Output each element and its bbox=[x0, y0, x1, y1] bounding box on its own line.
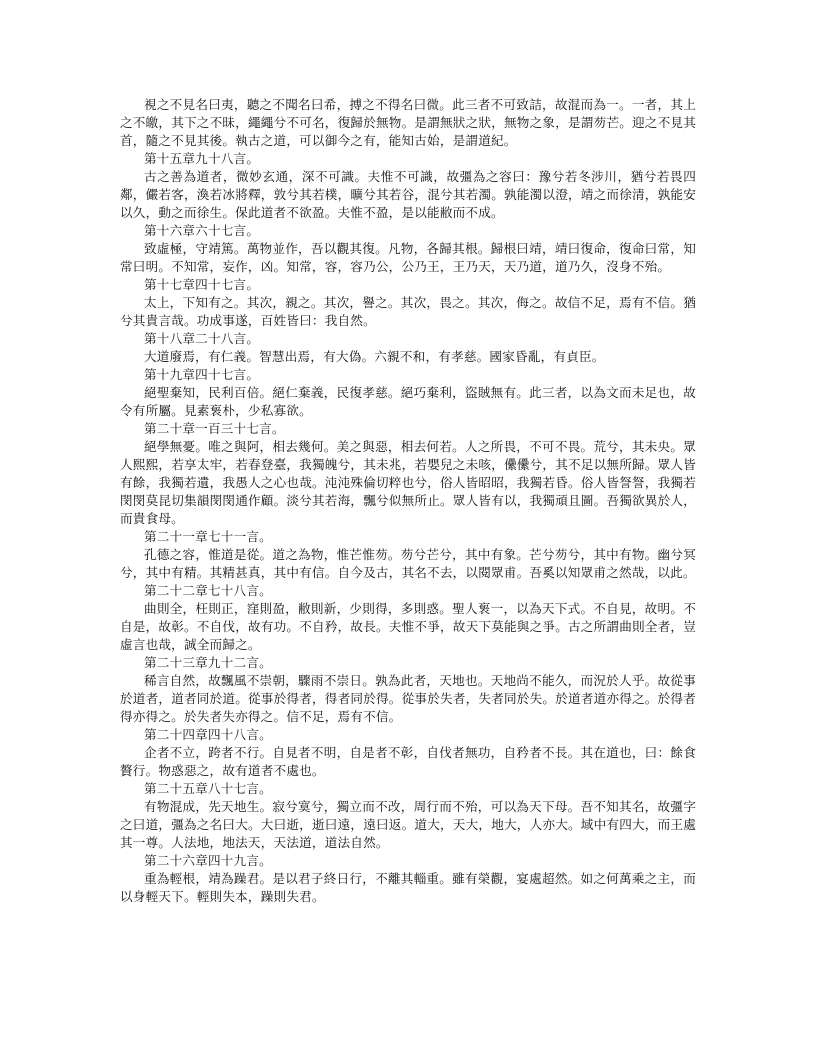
chapter-heading-20: 第二十章一百三十七言。 bbox=[144, 421, 285, 436]
paragraph-ch21-text: 孔德之容，惟道是從。道之為物，惟芒惟芴。芴兮芒兮，其中有象。芒兮芴兮，其中有物。幽兮冥兮，其中有精。其精甚真，其中有信。自今及古，其名不去，以閱眾甫。吾奚以知眾甫之然哉，以此。 bbox=[120, 547, 696, 580]
paragraph-ch23-text: 稀言自然，故飄風不崇朝，驟雨不崇日。孰為此者，天地也。天地尚不能久，而況於人乎。故從事於道者，道者同於道。從事於得者，得者同於得。從事於失者，失者同於失。於道者道亦得之。於得者得亦得之。於失者失亦得之。信不足，焉有不信。 bbox=[120, 673, 696, 724]
chapter-heading-19: 第十九章四十七言。 bbox=[144, 367, 260, 382]
paragraph-ch14-text: 視之不見名曰夷，聽之不聞名曰希，搏之不得名曰微。此三者不可致詰，故混而為一。一者，其上之不皦，其下之不昧，繩繩兮不可名，復歸於無物。是謂無狀之狀，無物之象，是謂芴芒。迎之不見其首，隨之不見其後。執古之道，可以御今之有，能知古始，是謂道紀。 bbox=[120, 97, 696, 148]
document-body bbox=[120, 96, 696, 906]
chapter-heading-26: 第二十六章四十九言。 bbox=[144, 853, 272, 868]
chapter-heading-18: 第十八章二十八言。 bbox=[144, 331, 260, 346]
paragraph-ch20-text: 絕學無憂。唯之與阿，相去幾何。美之與惡，相去何若。人之所畏，不可不畏。荒兮，其未央。眾人熙熙，若享太牢，若春登臺，我獨魄兮，其未兆，若嬰兒之未咳，儽儽兮，其不足以無所歸。眾人皆有餘，我獨若遺，我愚人之心也哉。沌沌殊倫切粹也兮，俗人皆昭昭，我獨若昏。俗人皆詧詧，我獨若閔閔莫昆切集韻閔閔通作顧。淡兮其若海，飄兮似無所止。眾人皆有以，我獨頑且圖。吾獨欲異於人，而貴食母。 bbox=[120, 439, 696, 526]
chapter-heading-25: 第二十五章八十七言。 bbox=[144, 781, 272, 796]
chapter-heading-15: 第十五章九十八言。 bbox=[144, 151, 260, 166]
paragraph-ch18-text: 大道廢焉，有仁義。智慧出焉，有大偽。六親不和，有孝慈。國家昏亂，有貞臣。 bbox=[144, 349, 605, 364]
chapter-heading-23: 第二十三章九十二言。 bbox=[144, 655, 272, 670]
paragraph-ch25-text: 有物混成，先天地生。寂兮寞兮，獨立而不改，周行而不殆，可以為天下母。吾不知其名，故彊字之曰道，彊為之名曰大。大曰逝，逝曰遠，遠曰返。道大，天大，地大，人亦大。域中有四大，而王處其一尊。人法地，地法天，天法道，道法自然。 bbox=[120, 799, 696, 850]
paragraph-ch26-text: 重為輕根，靖為躁君。是以君子終日行，不離其輜重。雖有榮觀，宴處超然。如之何萬乘之主，而以身輕天下。輕則失本，躁則失君。 bbox=[120, 871, 696, 904]
chapter-heading-22: 第二十二章七十八言。 bbox=[144, 583, 272, 598]
paragraph-ch16-text: 致虛極，守靖篤。萬物並作，吾以觀其復。凡物，各歸其根。歸根曰靖，靖曰復命，復命曰常，知常曰明。不知常，妄作，凶。知常，容，容乃公，公乃王，王乃天，天乃道，道乃久，沒身不殆。 bbox=[120, 241, 696, 274]
paragraph-ch19-text: 絕聖棄知，民利百倍。絕仁棄義，民復孝慈。絕巧棄利，盜賊無有。此三者，以為文而未足也，故令有所屬。見素袌朴，少私寡欲。 bbox=[120, 385, 696, 418]
chapter-heading-17: 第十七章四十七言。 bbox=[144, 277, 260, 292]
chapter-heading-24: 第二十四章四十八言。 bbox=[144, 727, 272, 742]
paragraph-ch24-text: 企者不立，跨者不行。自見者不明，自是者不彰，自伐者無功，自矜者不長。其在道也，曰：餘食贅行。物惑惡之，故有道者不處也。 bbox=[120, 745, 696, 778]
chapter-heading-21: 第二十一章七十一言。 bbox=[144, 529, 272, 544]
paragraph-ch22-text: 曲則全，枉則正，窪則盈，敝則新，少則得，多則惑。聖人袌一，以為天下式。不自見，故明。不自是，故彰。不自伐，故有功。不自矜，故長。夫惟不爭，故天下莫能與之爭。古之所謂曲則全者，豈虛言也哉，誠全而歸之。 bbox=[120, 601, 696, 652]
paragraph-ch15-text: 古之善為道者，微妙玄通，深不可識。夫惟不可識，故彊為之容曰：豫兮若冬涉川，猶兮若畏四鄰，儼若客，渙若冰將釋，敦兮其若樸，曠兮其若谷，混兮其若濁。孰能濁以澄，靖之而徐清，孰能安以久，動之而徐生。保此道者不欲盈。夫惟不盈，是以能敝而不成。 bbox=[120, 169, 696, 220]
chapter-heading-16: 第十六章六十七言。 bbox=[144, 223, 260, 238]
paragraph-ch17-text: 太上，下知有之。其次，親之。其次，譽之。其次，畏之。其次，侮之。故信不足，焉有不信。猶兮其貴言哉。功成事遂，百姓皆曰：我自然。 bbox=[120, 295, 696, 328]
